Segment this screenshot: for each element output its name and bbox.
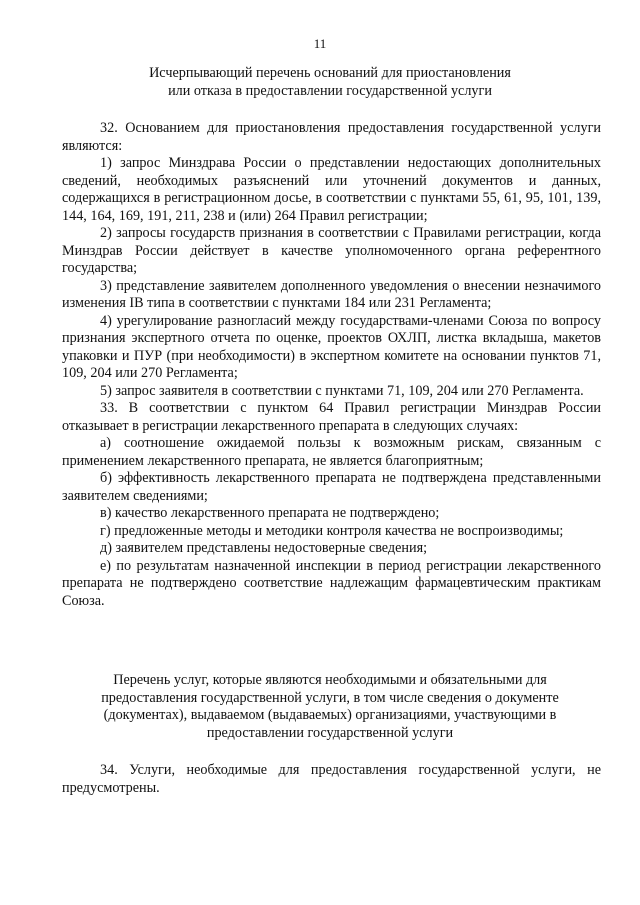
heading-line: предоставления государственной услуги, в том числе сведения о документе: [101, 689, 559, 706]
heading-line: Перечень услуг, которые являются необходимыми и обязательными для: [113, 672, 547, 688]
paragraph-33-item-v: в) качество лекарственного препарата не подтверждено;: [100, 505, 440, 521]
paragraph-33-item-a: а) соотношение ожидаемой пользы к возможным рискам, связанным с применением лекарственного препарата, не является благоприятным;: [62, 435, 601, 469]
heading-line: Исчерпывающий перечень оснований для приостановления: [149, 65, 511, 81]
paragraph-32-item-3: 3) представление заявителем дополненного уведомления о внесении незначимого изменения IB типа в соответствии с пунктами 184 или 231 Регламента;: [62, 277, 601, 311]
paragraph-32: 32. Основанием для приостановления предоставления государственной услуги являются:: [62, 120, 601, 154]
paragraph-33-item-e: е) по результатам назначенной инспекции в период регистрации лекарственного препарата не подтверждено соответствие надлежащим фармацевтическим практикам Союза.: [62, 557, 601, 609]
section-heading-suspension-grounds: [60, 65, 600, 100]
paragraph-32-item-5: 5) запрос заявителя в соответствии с пунктами 71, 109, 204 или 270 Регламента.: [100, 382, 584, 399]
paragraph-33-item-d: д) заявителем представлены недостоверные сведения;: [100, 540, 428, 556]
paragraph-34: 34. Услуги, необходимые для предоставления государственной услуги, не предусмотрены.: [62, 762, 601, 796]
heading-line: предоставлении государственной услуги: [206, 724, 454, 741]
paragraph-32-item-4: 4) урегулирование разногласий между государствами-членами Союза по вопросу признания экспертного отчета по оценке, проектов ОХЛП, листка вкладыша, макетов упаковки и ПУР (при необходимости) в экспертном комитете на основании пунктов 71, 109, 204 или 270 Регламента;: [62, 312, 601, 381]
section-body-required-services: [62, 762, 601, 797]
page-number: 11: [313, 36, 327, 51]
paragraph-32-item-1: 1) запрос Минздрава России о представлении недостающих дополнительных сведений, необходимых разъяснений или уточнений документов и данных, содержащихся в регистрационном досье, в соответствии с пунктами 55, 61, 95, 101, 139, 144, 164, 169, 191, 211, 238 и (или) 264 Правил регистрации;: [62, 155, 601, 224]
section-body-suspension-grounds: [62, 120, 601, 610]
paragraph-33: 33. В соответствии с пунктом 64 Правил регистрации Минздрав России отказывает в регистрации лекарственного препарата в следующих случаях:: [62, 400, 601, 434]
heading-line: (документах), выдаваемом (выдаваемых) организациями, участвующими в: [103, 707, 557, 723]
paragraph-33-item-g: г) предложенные методы и методики контроля качества не воспроизводимы;: [100, 522, 564, 539]
paragraph-33-item-b: б) эффективность лекарственного препарата не подтверждена представленными заявителем сведениями;: [62, 470, 601, 504]
paragraph-32-item-2: 2) запросы государств признания в соответствии с Правилами регистрации, когда Минздрав России действует в качестве уполномоченного органа референтного государства;: [62, 225, 601, 276]
section-heading-required-services: [60, 672, 600, 742]
heading-line: или отказа в предоставлении государственной услуги: [168, 82, 492, 99]
